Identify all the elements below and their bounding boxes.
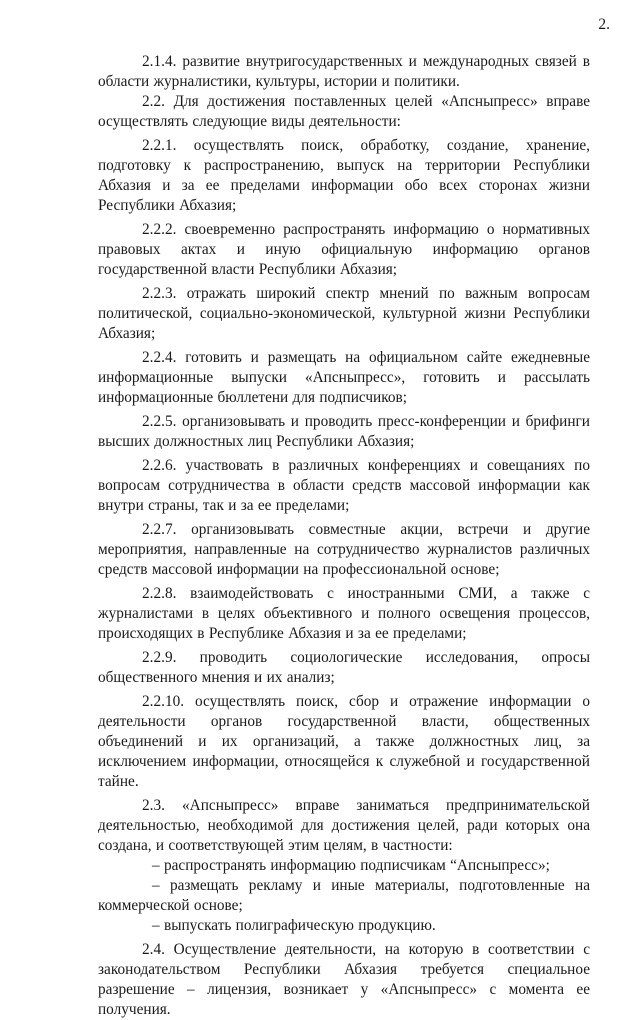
paragraph-2-2-8: 2.2.8. взаимодействовать с иностранными СМИ, а также с журналистами в целях объективного и полного освещения процессов, происходящих в Республике Абхазия и за ее пределами; (98, 585, 590, 642)
paragraph-2-2: 2.2. Для достижения поставленных целей «Апсныпресс» вправе осуществлять следующие виды деятельности: (98, 93, 590, 130)
paragraph-2-2-6: 2.2.6. участвовать в различных конференциях и совещаниях по вопросам сотрудничества в области средств массовой информации как внутри страны, так и за ее пределами; (98, 457, 590, 514)
paragraph-2-3: 2.3. «Апсныпресс» вправе заниматься предпринимательской деятельностью, необходимой для достижения целей, ради которых она создана, и соответствующей этим целям, в частности: (98, 797, 590, 854)
document-body (98, 52, 590, 1020)
list-item-dash-3: – выпускать полиграфическую продукцию. (152, 917, 436, 934)
paragraph-2-2-5: 2.2.5. организовывать и проводить пресс-конференции и брифинги высших должностных лиц Республики Абхазия; (98, 413, 590, 450)
list-item-dash-2: – размещать рекламу и иные материалы, подготовленные на коммерческой основе; (98, 877, 590, 914)
page-number: 2. (598, 16, 610, 33)
paragraph-2-2-9: 2.2.9. проводить социологические исследования, опросы общественного мнения и их анализ; (98, 649, 590, 686)
list-item-dash-1: – распространять информацию подписчикам “Апсныпресс»; (152, 857, 550, 874)
paragraph-2-2-1: 2.2.1. осуществлять поиск, обработку, создание, хранение, подготовку к распространению, выпуск на территории Республики Абхазия и за ее пределами информации обо всех сторонах жизни Республики Абхазия; (98, 137, 590, 214)
paragraph-2-2-3: 2.2.3. отражать широкий спектр мнений по важным вопросам политической, социально-экономической, культурной жизни Республики Абхазия; (98, 285, 590, 342)
paragraph-2-2-2: 2.2.2. своевременно распространять информацию о нормативных правовых актах и иную официальную информацию органов государственной власти Республики Абхазия; (98, 221, 590, 278)
paragraph-2-2-4: 2.2.4. готовить и размещать на официальном сайте ежедневные информационные выпуски «Апсныпресс», готовить и рассылать информационные бюллетени для подписчиков; (98, 349, 590, 406)
paragraph-2-1-4: 2.1.4. развитие внутригосударственных и международных связей в области журналистики, культуры, истории и политики. (98, 53, 590, 90)
paragraph-2-2-7: 2.2.7. организовывать совместные акции, встречи и другие мероприятия, направленные на сотрудничество журналистов различных средств массовой информации на профессиональной основе; (98, 521, 590, 578)
paragraph-2-4: 2.4. Осуществление деятельности, на которую в соответствии с законодательством Республики Абхазия требуется специальное разрешение – лицензия, возникает у «Апсныпресс» с момента ее получения. (98, 941, 590, 1018)
paragraph-2-2-10: 2.2.10. осуществлять поиск, сбор и отражение информации о деятельности органов государственной власти, общественных объединений и их организаций, а также должностных лиц, за исключением информации, относящейся к служебной и государственной тайне. (98, 693, 590, 790)
